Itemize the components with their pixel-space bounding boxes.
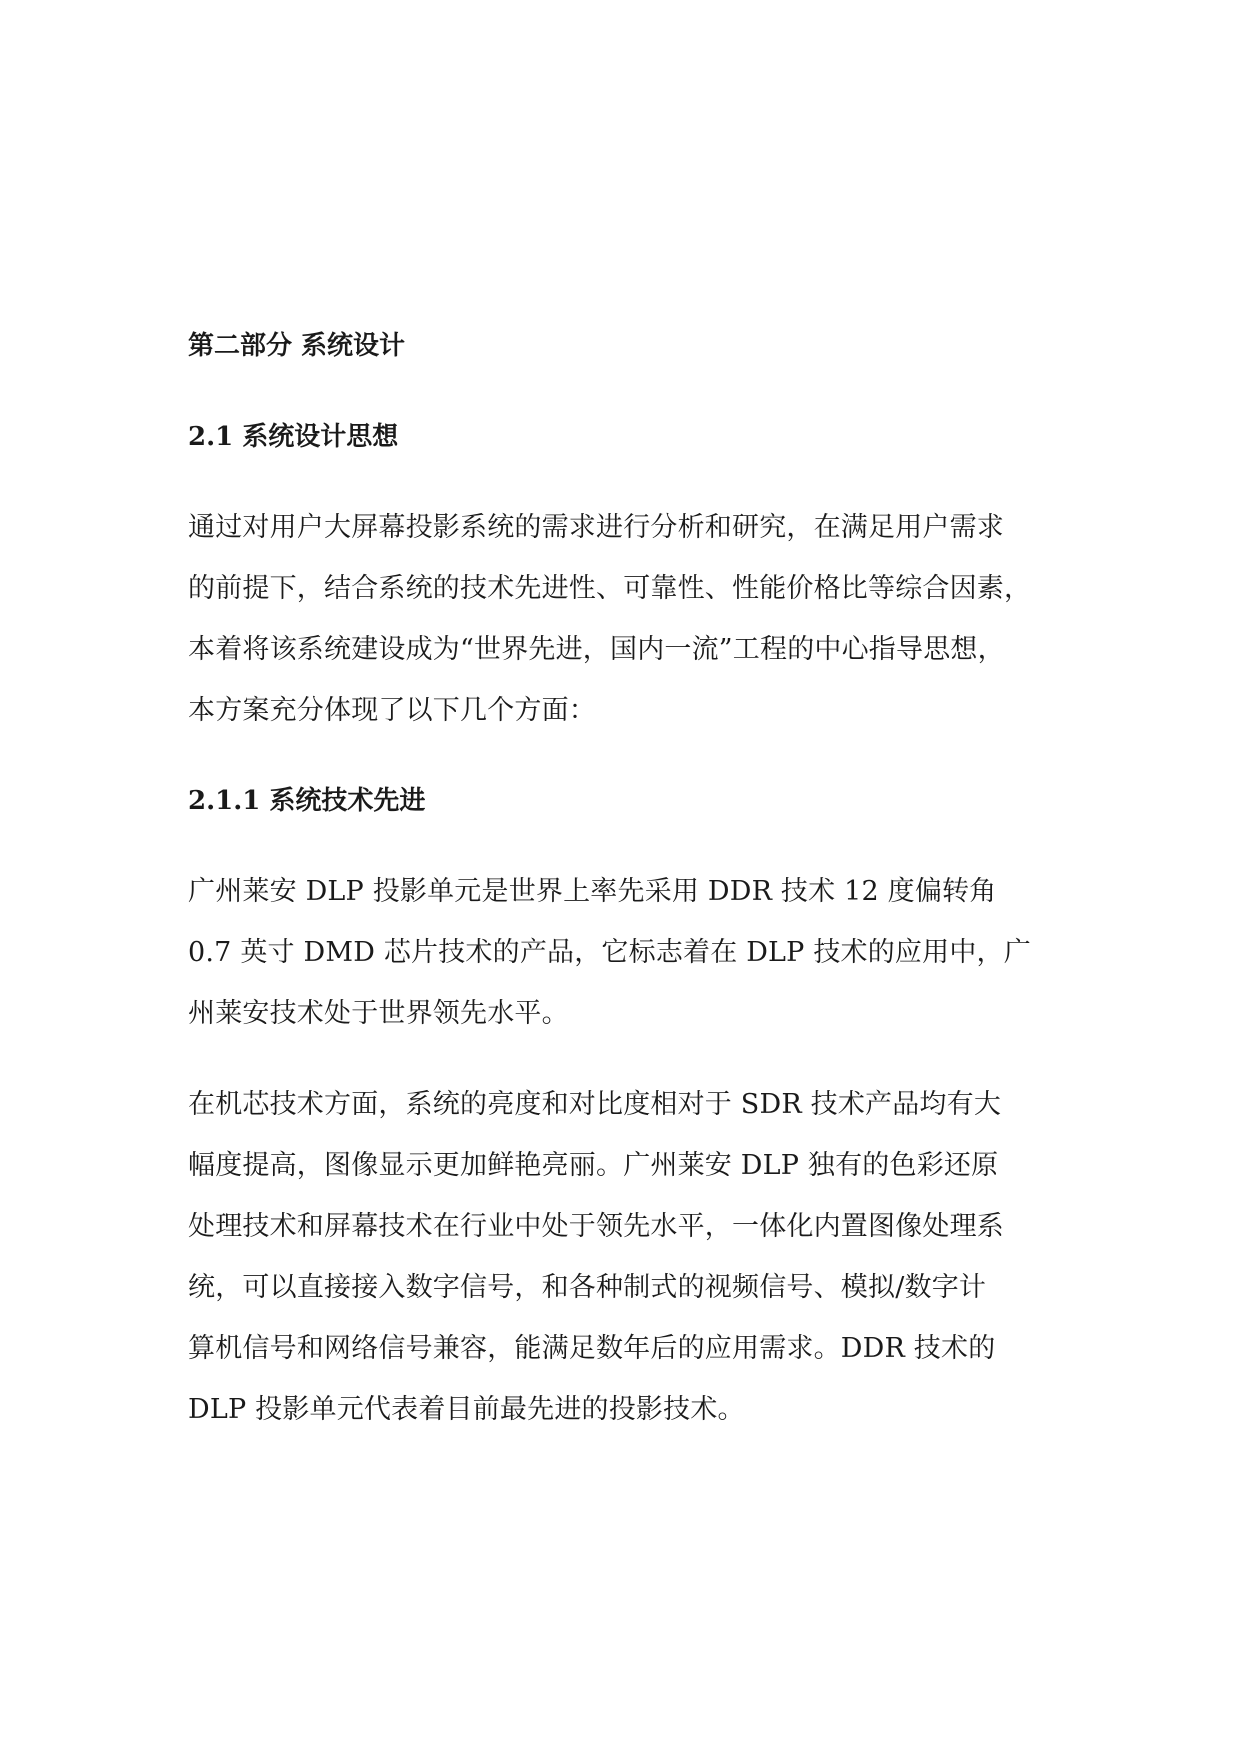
paragraph-line: 本着将该系统建设成为“世界先进，国内一流”工程的中心指导思想，	[188, 634, 1005, 665]
paragraph-line: 0.7 英寸 DMD 芯片技术的产品，它标志着在 DLP 技术的应用中，广	[188, 937, 1031, 968]
paragraph-line: 在机芯技术方面，系统的亮度和对比度相对于 SDR 技术产品均有大	[188, 1089, 1002, 1120]
paragraph-line: 幅度提高，图像显示更加鲜艳亮丽。广州莱安 DLP 独有的色彩还原	[188, 1150, 999, 1181]
paragraph-line: 广州莱安 DLP 投影单元是世界上率先采用 DDR 技术 12 度偏转角	[188, 876, 997, 907]
paragraph-design-philosophy	[188, 497, 1053, 741]
spacer	[188, 831, 1053, 861]
spacer	[188, 376, 1053, 407]
part-title: 第二部分 系统设计	[188, 331, 406, 361]
paragraph-line: 算机信号和网络信号兼容，能满足数年后的应用需求。DDR 技术的	[188, 1333, 996, 1364]
paragraph-line: 本方案充分体现了以下几个方面：	[188, 695, 596, 726]
paragraph-dlp-leadership	[188, 861, 1053, 1044]
section-heading-2-1: 2.1 系统设计思想	[188, 422, 399, 452]
paragraph-line: 通过对用户大屏幕投影系统的需求进行分析和研究，在满足用户需求	[188, 512, 1004, 543]
document-body	[188, 316, 1053, 1440]
section-heading-2-1-1: 2.1.1 系统技术先进	[188, 786, 426, 816]
paragraph-line: 处理技术和屏幕技术在行业中处于领先水平，一体化内置图像处理系	[188, 1211, 1004, 1242]
spacer	[188, 741, 1053, 771]
spacer	[188, 1044, 1053, 1074]
paragraph-line: 的前提下，结合系统的技术先进性、可靠性、性能价格比等综合因素，	[188, 573, 1032, 604]
paragraph-line: DLP 投影单元代表着目前最先进的投影技术。	[188, 1394, 745, 1425]
paragraph-engine-technology	[188, 1074, 1053, 1440]
paragraph-line: 统，可以直接接入数字信号，和各种制式的视频信号、模拟/数字计	[188, 1272, 987, 1303]
spacer	[188, 467, 1053, 497]
paragraph-line: 州莱安技术处于世界领先水平。	[188, 998, 569, 1029]
